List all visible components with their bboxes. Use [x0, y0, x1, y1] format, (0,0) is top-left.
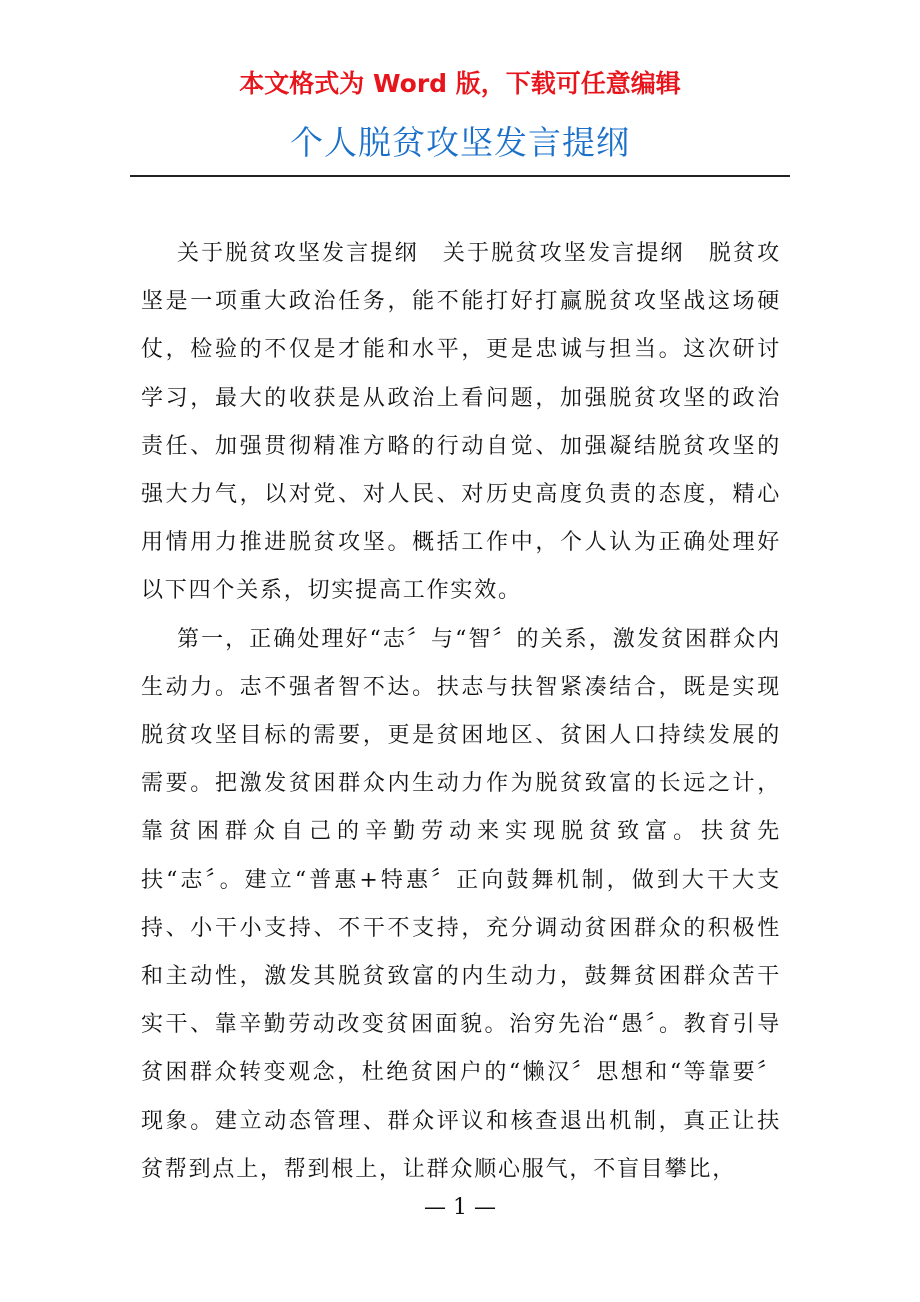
paragraph: 第一，正确处理好“志〞与“智〞的关系，激发贫困群众内生动力。志不强者智不达。扶志与扶智紧凑结合，既是实现脱贫攻坚目标的需要，更是贫困地区、贫困人口持续发展的需要。把激发贫困群众内生动力作为脱贫致富的长远之计，靠贫困群众自己的辛勤劳动来实现脱贫致富。扶贫先扶“志〞。建立“普惠+特惠〞正向鼓舞机制，做到大干大支持、小干小支持、不干不支持，充分调动贫困群众的积极性和主动性，激发其脱贫致富的内生动力，鼓舞贫困群众苦干实干、靠辛勤劳动改变贫困面貌。治穷先治“愚〞。教育引导贫困群众转变观念，杜绝贫困户的“懒汉〞思想和“等靠要〞现象。建立动态管理、群众评议和核查退出机制，真正让扶贫帮到点上，帮到根上，让群众顺心服气，不盲目攀比， — [141, 626, 781, 1182]
paragraph: 关于脱贫攻坚发言提纲 关于脱贫攻坚发言提纲 脱贫攻坚是一项重大政治任务，能不能打好打赢脱贫攻坚战这场硬仗，检验的不仅是才能和水平，更是忠诚与担当。这次研讨学习，最大的收获是从政治上看问题，加强脱贫攻坚的政治责任、加强贯彻精准方略的行动自觉、加强凝结脱贫攻坚的强大力气，以对党、对人民、对历史高度负责的态度，精心用情用力推进脱贫攻坚。概括工作中，个人认为正确处理好以下四个关系，切实提高工作实效。 — [141, 241, 781, 604]
title-divider — [130, 175, 790, 177]
document-body — [141, 230, 781, 1194]
page-title: 个人脱贫攻坚发言提纲 — [290, 123, 630, 162]
page-number: — 1 — — [424, 1195, 496, 1220]
notice-banner: 本文格式为 Word 版，下载可任意编辑 — [239, 69, 681, 98]
